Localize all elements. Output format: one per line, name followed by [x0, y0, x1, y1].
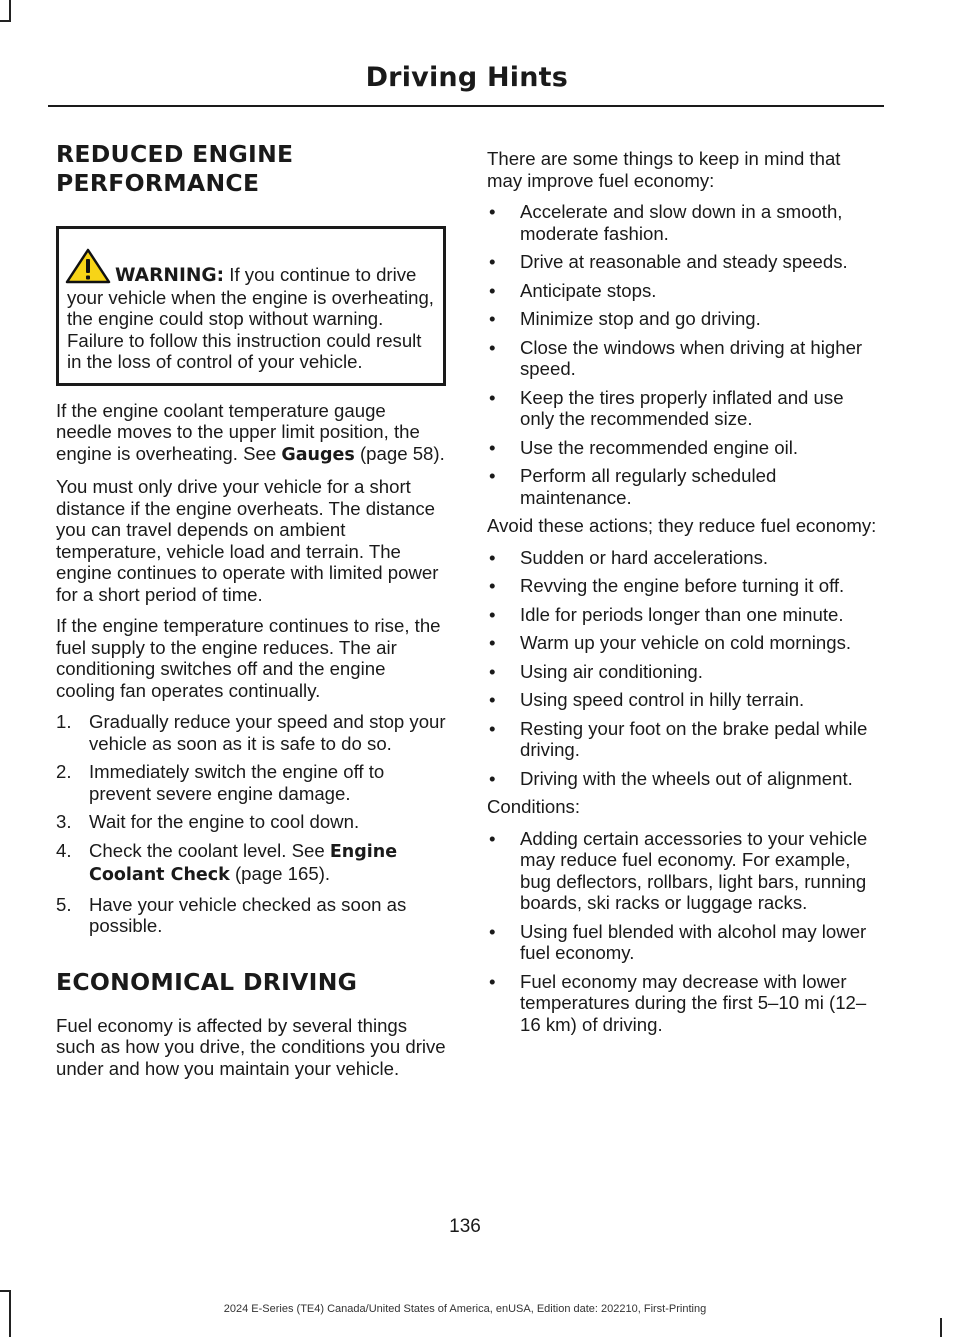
list-item-text: Adding certain accessories to your vehicle may reduce fuel economy. For example, bug deflectors, rollbars, light bars, running boards, ski racks or luggage racks.: [520, 827, 868, 913]
list-item-text: Driving with the wheels out of alignment.: [520, 767, 853, 789]
bullet-icon: •: [489, 201, 496, 222]
heading-reduced-engine-performance: [56, 140, 446, 198]
list-item: [487, 280, 880, 302]
list-item-text: Perform all regularly scheduled maintenance.: [520, 465, 777, 508]
bullet-icon: •: [489, 436, 496, 458]
list-item: [487, 337, 880, 380]
bullet-icon: •: [489, 251, 496, 272]
step-number: 5.: [56, 893, 72, 915]
list-item: [487, 437, 880, 459]
bullet-icon: •: [489, 386, 496, 408]
heading-line: PERFORMANCE: [56, 169, 260, 197]
step-number: 1.: [56, 711, 72, 732]
step-text: Have your vehicle checked as soon as possible.: [89, 893, 407, 936]
bullet-icon: •: [489, 717, 496, 739]
bullet-icon: •: [489, 920, 496, 942]
bullet-icon: •: [489, 575, 496, 596]
list-item: [56, 761, 446, 804]
bullet-icon: •: [489, 603, 496, 625]
list-item: [487, 604, 880, 626]
list-item: [487, 201, 880, 244]
list-item: [487, 547, 880, 569]
step-number: 4.: [56, 839, 72, 861]
numbered-steps: [56, 711, 446, 937]
list-item: [487, 718, 880, 761]
list-item: [487, 661, 880, 683]
paragraph: [56, 400, 446, 467]
step-number: 3.: [56, 811, 72, 832]
list-item-text: Idle for periods longer than one minute.: [520, 603, 844, 625]
list-item: [487, 575, 880, 597]
crop-mark: [0, 20, 11, 22]
paragraph-text: If the engine coolant temperature gauge needle moves to the upper limit position, the engine is overheating. See: [56, 399, 420, 464]
list-item-text: Fuel economy may decrease with lower temperatures during the first 5–10 mi (12–16 km) of driving.: [520, 970, 867, 1035]
bullet-icon: •: [489, 465, 496, 486]
bullet-icon: •: [489, 689, 496, 710]
left-column: [56, 140, 446, 1089]
bullet-icon: •: [489, 546, 496, 568]
page-header-title: Driving Hints: [365, 62, 568, 93]
bullet-list-conditions: [487, 828, 880, 1036]
list-item: [487, 768, 880, 790]
list-item: [487, 387, 880, 430]
warning-triangle-icon: [65, 248, 111, 284]
list-item: [487, 308, 880, 330]
list-item: [487, 828, 880, 914]
page-number: 136: [449, 1216, 481, 1237]
list-item-text: Using speed control in hilly terrain.: [520, 689, 805, 710]
list-item-text: Use the recommended engine oil.: [520, 436, 799, 458]
bullet-icon: •: [489, 767, 496, 789]
bullet-icon: •: [489, 632, 496, 653]
step-text: Gradually reduce your speed and stop your vehicle as soon as it is safe to do so.: [89, 711, 446, 754]
page-footer: 2024 E-Series (TE4) Canada/United States of America, enUSA, Edition date: 202210, First-Printing: [223, 1303, 707, 1315]
list-item-text: Anticipate stops.: [520, 279, 657, 301]
cross-reference-link[interactable]: Engine Coolant Check: [89, 841, 398, 885]
crop-mark: [0, 1290, 11, 1292]
list-item: [487, 465, 880, 508]
warning-text: If you continue to drive your vehicle when the engine is overheating, the engine could stop without warning. Failure to follow this instruction could result in the loss of control of your vehicle.: [67, 264, 434, 372]
right-column: [487, 148, 880, 1042]
bullet-icon: •: [489, 308, 496, 329]
paragraph: Fuel economy is affected by several things such as how you drive, the conditions you drive under and how you maintain your vehicle.: [56, 1014, 446, 1079]
list-item: [56, 711, 446, 754]
list-item: [487, 632, 880, 654]
list-item-text: Using air conditioning.: [520, 660, 703, 682]
crop-mark: [940, 1318, 942, 1337]
step-text: Wait for the engine to cool down.: [89, 811, 360, 832]
header-divider: [48, 105, 884, 107]
paragraph: You must only drive your vehicle for a short distance if the engine overheats. The distance you can travel depends on ambient temperature, vehicle load and terrain. The engine continues to operate with limited power for a short period of time.: [56, 476, 439, 605]
cross-reference-link[interactable]: Gauges: [281, 444, 355, 465]
bullet-list-improve: [487, 201, 880, 508]
crop-mark: [9, 0, 11, 22]
bullet-icon: •: [489, 827, 496, 849]
paragraph: There are some things to keep in mind that may improve fuel economy:: [487, 148, 841, 191]
page-reference: (page 58).: [354, 442, 445, 464]
paragraph: Conditions:: [487, 796, 581, 817]
list-item: [56, 894, 446, 937]
list-item: [487, 971, 880, 1036]
bullet-icon: •: [489, 279, 496, 301]
step-text: Check the coolant level. See: [89, 839, 330, 861]
page-reference: (page 165).: [229, 863, 331, 884]
warning-box: [56, 226, 446, 386]
list-item: [487, 921, 880, 964]
list-item-text: Close the windows when driving at higher speed.: [520, 336, 863, 379]
heading-economical-driving: ECONOMICAL DRIVING: [56, 967, 358, 996]
list-item-text: Revving the engine before turning it off.: [520, 575, 845, 596]
paragraph: Avoid these actions; they reduce fuel economy:: [487, 515, 877, 536]
bullet-icon: •: [489, 336, 496, 358]
list-item: [56, 840, 446, 887]
list-item: [487, 689, 880, 711]
step-number: 2.: [56, 761, 72, 782]
heading-line: REDUCED ENGINE: [56, 140, 294, 168]
bullet-icon: •: [489, 660, 496, 682]
list-item-text: Drive at reasonable and steady speeds.: [520, 251, 848, 272]
list-item-text: Minimize stop and go driving.: [520, 308, 761, 329]
step-text: Immediately switch the engine off to prevent severe engine damage.: [89, 761, 385, 804]
list-item-text: Accelerate and slow down in a smooth, moderate fashion.: [520, 201, 843, 244]
list-item-text: Keep the tires properly inflated and use only the recommended size.: [520, 386, 844, 429]
warning-title: WARNING:: [115, 265, 225, 286]
list-item-text: Resting your foot on the brake pedal while driving.: [520, 717, 868, 760]
bullet-icon: •: [489, 970, 496, 992]
list-item-text: Using fuel blended with alcohol may lower fuel economy.: [520, 920, 867, 963]
bullet-list-avoid: [487, 547, 880, 790]
list-item-text: Warm up your vehicle on cold mornings.: [520, 632, 852, 653]
paragraph: If the engine temperature continues to rise, the fuel supply to the engine reduces. The air conditioning switches off and the engine cooling fan operates continually.: [56, 615, 441, 701]
list-item: [56, 811, 446, 833]
list-item: [487, 251, 880, 273]
list-item-text: Sudden or hard accelerations.: [520, 546, 769, 568]
